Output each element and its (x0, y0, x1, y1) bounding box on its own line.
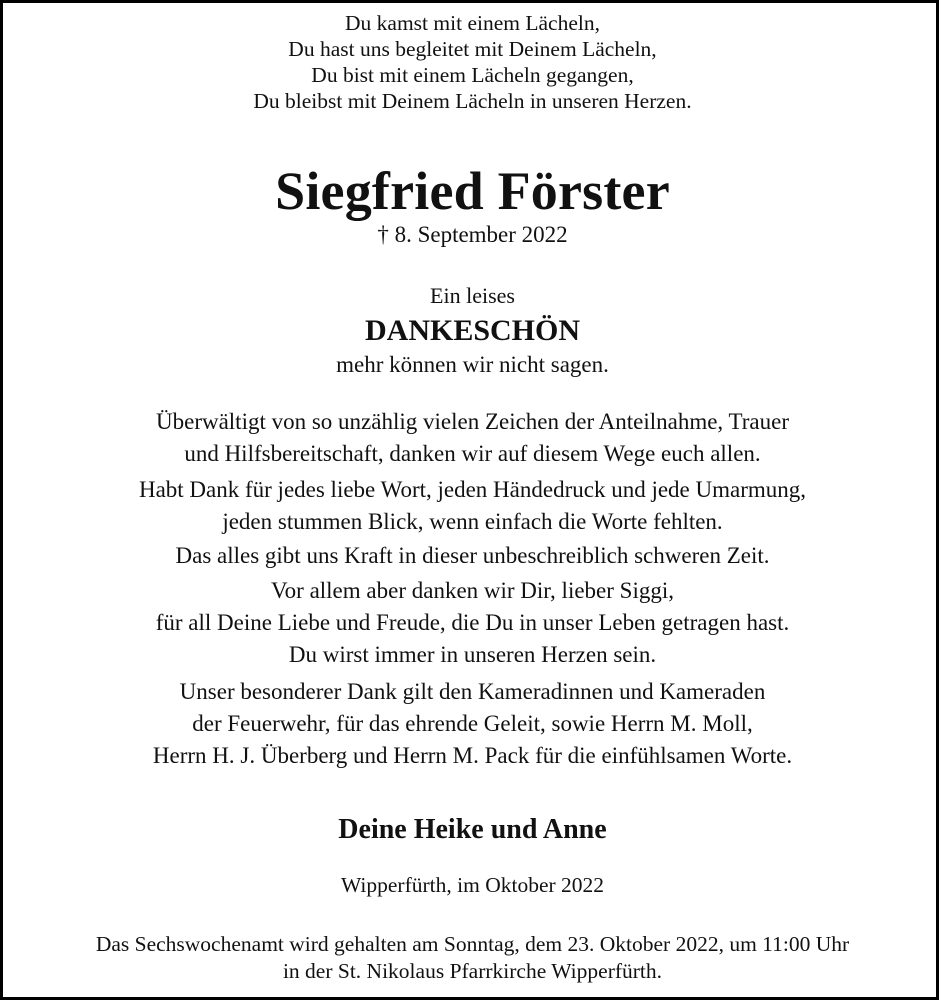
text-line: Vor allem aber danken wir Dir, lieber Siggi, (271, 578, 674, 603)
notice-line: in der St. Nikolaus Pfarrkirche Wipperfürth. (282, 959, 663, 983)
text-line: und Hilfsbereitschaft, danken wir auf diesem Wege euch allen. (184, 441, 761, 466)
memorial-service-notice (3, 931, 939, 985)
text-line: für all Deine Liebe und Freude, die Du in unser Leben getragen hast. (155, 610, 790, 635)
text-line: Das alles gibt uns Kraft in dieser unbeschreiblich schweren Zeit. (175, 543, 770, 568)
text-line: Unser besonderer Dank gilt den Kameradinnen und Kameraden (179, 679, 766, 704)
text-line: Du wirst immer in unseren Herzen sein. (288, 642, 657, 667)
notice-line: Das Sechswochenamt wird gehalten am Sonntag, dem 23. Oktober 2022, um 11:00 Uhr (95, 932, 850, 956)
paragraph-sympathy (3, 406, 939, 470)
thanks-heading: DANKESCHÖN (364, 314, 581, 347)
thanks-pre: Ein leises (430, 283, 515, 308)
paragraph-special-thanks (3, 676, 939, 772)
signature: Deine Heike und Anne (338, 814, 607, 845)
place-date: Wipperfürth, im Oktober 2022 (340, 873, 605, 897)
paragraph-gratitude (3, 474, 939, 538)
poem-line: Du hast uns begleitet mit Deinem Lächeln, (288, 37, 657, 61)
text-line: Herrn H. J. Überberg und Herrn M. Pack für die einfühlsamen Worte. (152, 743, 793, 768)
text-line: Habt Dank für jedes liebe Wort, jeden Händedruck und jede Umarmung, (138, 477, 807, 502)
poem-line: Du kamst mit einem Lächeln, (345, 11, 600, 35)
paragraph-siggi (3, 575, 939, 671)
paragraph-strength (3, 540, 939, 572)
death-date: † 8. September 2022 (377, 222, 568, 247)
text-line: jeden stummen Blick, wenn einfach die Worte fehlten. (222, 509, 723, 534)
deceased-name: Siegfried Förster (275, 161, 670, 221)
poem-line: Du bist mit einem Lächeln gegangen, (311, 63, 634, 87)
thanks-post: mehr können wir nicht sagen. (336, 352, 609, 377)
opening-poem (3, 10, 939, 114)
text-line: der Feuerwehr, für das ehrende Geleit, sowie Herrn M. Moll, (192, 711, 753, 736)
text-line: Überwältigt von so unzählig vielen Zeichen der Anteilnahme, Trauer (156, 409, 789, 434)
poem-line: Du bleibst mit Deinem Lächeln in unseren Herzen. (253, 89, 692, 113)
